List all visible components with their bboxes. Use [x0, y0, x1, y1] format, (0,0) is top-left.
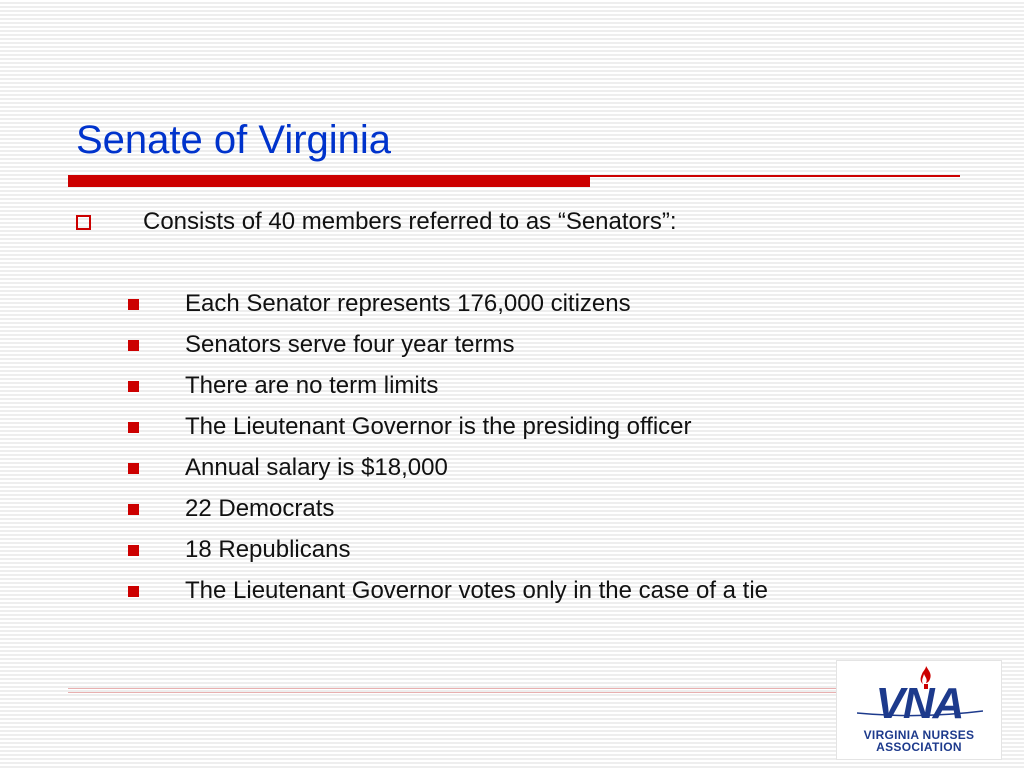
logo-name [837, 729, 1001, 753]
sub-bullet-text: Senators serve four year terms [185, 331, 515, 358]
sub-bullet-text: The Lieutenant Governor votes only in the case of a tie [185, 577, 769, 604]
main-bullet-text: Consists of 40 members referred to as “Senators”: [143, 208, 677, 235]
sub-bullet-text: The Lieutenant Governor is the presiding officer [185, 413, 692, 440]
vna-logo [836, 660, 1002, 760]
logo-swoosh [857, 709, 983, 717]
sub-bullet-item [128, 534, 948, 566]
hollow-square-bullet-icon [76, 215, 91, 230]
filled-square-bullet-icon [128, 299, 139, 310]
sub-bullet-text: 18 Republicans [185, 536, 351, 563]
logo-name-line-1: VIRGINIA NURSES [863, 728, 975, 742]
sub-bullet-item [128, 288, 948, 320]
sub-bullet-item [128, 575, 948, 607]
sub-bullet-item [128, 452, 948, 484]
sub-bullet-list [128, 288, 948, 616]
sub-bullet-item [128, 411, 948, 443]
sub-bullet-item [128, 329, 948, 361]
sub-bullet-text: Each Senator represents 176,000 citizens [185, 290, 631, 317]
logo-mark: VNA [875, 679, 963, 728]
filled-square-bullet-icon [128, 463, 139, 474]
footer-rule [68, 692, 838, 693]
filled-square-bullet-icon [128, 504, 139, 515]
logo-name-line-2: ASSOCIATION [876, 740, 962, 754]
footer-rule [68, 688, 838, 689]
sub-bullet-item [128, 493, 948, 525]
sub-bullet-text: 22 Democrats [185, 495, 335, 522]
title-rule-thick [68, 175, 590, 187]
filled-square-bullet-icon [128, 586, 139, 597]
sub-bullet-item [128, 370, 948, 402]
filled-square-bullet-icon [128, 422, 139, 433]
title-rule-thin [590, 175, 960, 177]
filled-square-bullet-icon [128, 381, 139, 392]
filled-square-bullet-icon [128, 545, 139, 556]
slide-title: Senate of Virginia [76, 118, 392, 162]
sub-bullet-text: There are no term limits [185, 372, 439, 399]
filled-square-bullet-icon [128, 340, 139, 351]
sub-bullet-text: Annual salary is $18,000 [185, 454, 448, 481]
